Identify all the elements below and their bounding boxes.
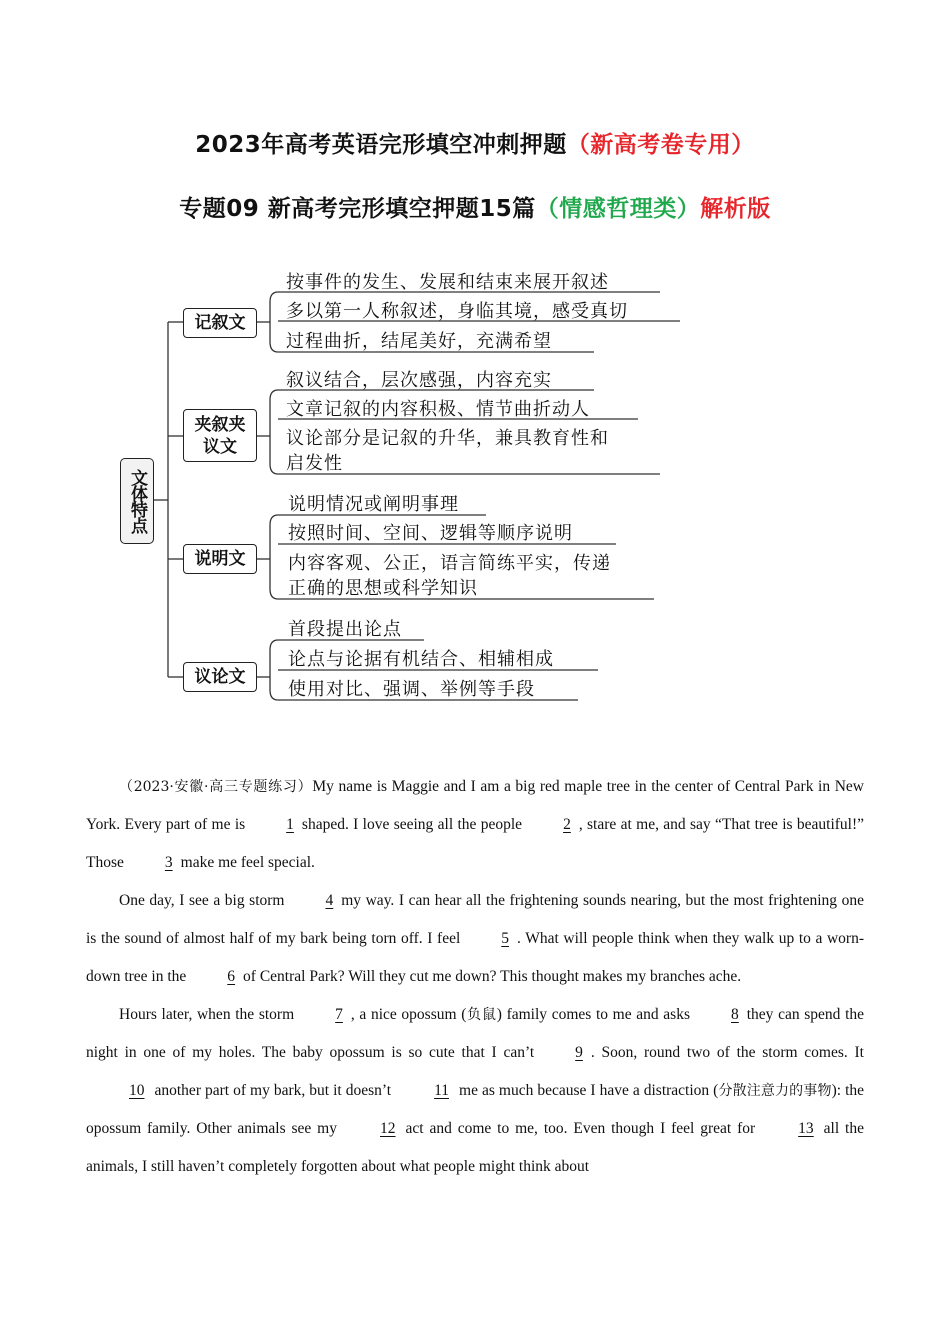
paragraph-2: One day, I see a big storm 4 my way. I can hear all the frightening sounds nearing, but the most frightening one is the sound of almost half of my bark being torn off. I feel 5 . What will people think when they walk up to a worn-down tree in the 6 of Central Park? Will they cut me down? This thought makes my branches ache. [86, 882, 864, 996]
blank-1: 1 [286, 816, 294, 833]
blank-2: 2 [563, 816, 571, 833]
title2-tag-red: 解析版 [700, 196, 771, 222]
bracket-4 [270, 640, 278, 700]
blank-8: 8 [731, 1006, 739, 1023]
paragraph-3: Hours later, when the storm 7 , a nice opossum (负鼠) family comes to me and asks 8 they can spend the night in one of my holes. The baby opossum is so cute that I can’t 9 . Soon, round two of the storm comes. It10 another part of my bark, but it doesn’t 11 me as much because I have a distraction (分散注意力的事物): the opossum family. Other animals see my 12 act and come to me, too. Even though I feel great for 13 all the animals, I still haven’t completely forgotten about what people might think about [86, 996, 864, 1186]
title2-tag-green: （情感哲理类） [535, 196, 701, 222]
mindmap-item: 首段提出论点 [288, 619, 402, 640]
mindmap-item: 论点与论据有机结合、相辅相成 [288, 649, 554, 670]
category-expository: 说明文 [183, 544, 257, 574]
mindmap-item: 按照时间、空间、逻辑等顺序说明 [288, 523, 573, 544]
blank-10: 10 [129, 1082, 145, 1099]
blank-7: 7 [335, 1006, 343, 1023]
title2-main: 专题09 新高考完形填空押题15篇 [179, 196, 536, 222]
category-mixed: 夹叙夹议文 [183, 409, 257, 462]
bracket-2 [270, 390, 278, 474]
blank-5: 5 [501, 930, 510, 947]
blank-3: 3 [164, 854, 173, 871]
mindmap-item: 叙议结合，层次感强，内容充实 [286, 370, 552, 391]
bracket-1 [270, 292, 278, 352]
mindmap-root: 文体特点 [120, 458, 154, 544]
mindmap-item: 内容客观、公正，语言简练平实，传递 [288, 553, 611, 574]
paragraph-1: （2023·安徽·高三专题练习）My name is Maggie and I am a big red maple tree in the center of Central Park in New York. Every part of me is 1 shaped. I love seeing all the people 2 , stare at me, and say “That tree is beautiful!” Those 3 make me feel special. [86, 768, 864, 882]
mindmap-item: 多以第一人称叙述，身临其境，感受真切 [286, 301, 628, 322]
mindmap-item: 按事件的发生、发展和结束来展开叙述 [286, 272, 609, 293]
category-narrative: 记叙文 [183, 308, 257, 338]
mindmap-item: 议论部分是记叙的升华，兼具教育性和 [286, 428, 609, 449]
title1-tag: （新高考卷专用） [566, 132, 755, 158]
blank-11: 11 [434, 1082, 450, 1099]
source-label: （2023·安徽·高三专题练习） [119, 779, 313, 795]
cloze-passage [86, 768, 864, 1186]
mindmap-item: 使用对比、强调、举例等手段 [288, 679, 535, 700]
title1-main: 2023年高考英语完形填空冲刺押题 [195, 132, 567, 158]
bracket-3 [270, 515, 278, 599]
blank-12: 12 [380, 1120, 396, 1137]
blank-6: 6 [227, 968, 236, 985]
mindmap-item: 正确的思想或科学知识 [288, 578, 478, 599]
mindmap-item: 说明情况或阐明事理 [288, 494, 459, 515]
blank-4: 4 [325, 892, 334, 909]
mindmap-item: 文章记叙的内容积极、情节曲折动人 [286, 399, 590, 420]
mindmap-item: 启发性 [286, 453, 343, 474]
blank-13: 13 [798, 1120, 814, 1137]
blank-9: 9 [575, 1044, 583, 1061]
category-argumentative: 议论文 [183, 662, 257, 692]
mindmap-item: 过程曲折，结尾美好，充满希望 [286, 331, 552, 352]
